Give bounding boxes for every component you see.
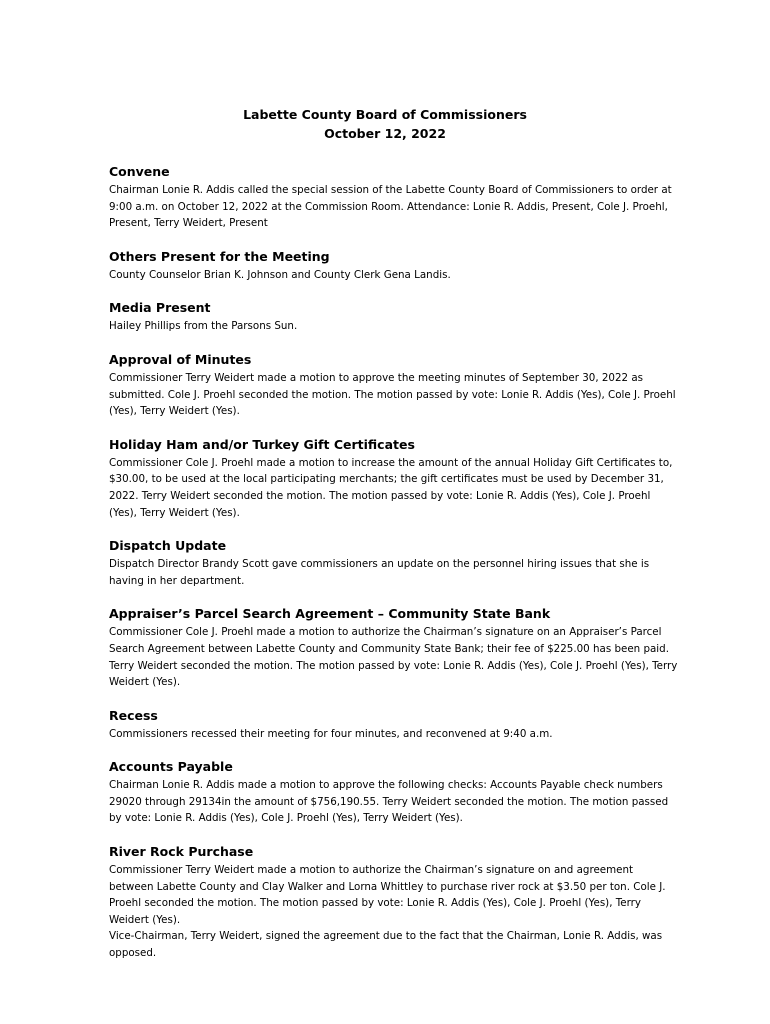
section-paragraph: Chairman Lonie R. Addis made a motion to approve the following checks: Accounts Payable check numbers 29020 through 29134in the amount of $756,190.55. Terry Weidert seconded the motion. The motion passed by vote: Lonie R. Addis (Yes), Cole J. Proehl (Yes), Terry Weidert (Yes). (109, 779, 669, 825)
minutes-section (109, 436, 680, 521)
minutes-section (109, 299, 680, 335)
section-body (109, 455, 680, 521)
section-paragraph: Commissioner Cole J. Proehl made a motion to authorize the Chairman’s signature on an Appraiser’s Parcel Search Agreement between Labette County and Community State Bank; their fee of $225.00 has been paid. Terry Weidert seconded the motion. The motion passed by vote: Lonie R. Addis (Yes), Cole J. Proehl (Yes), Terry Weidert (Yes). (109, 626, 678, 689)
document-date: October 12, 2022 (324, 126, 446, 141)
section-body (109, 556, 680, 589)
section-body (109, 624, 680, 690)
minutes-section (109, 605, 680, 690)
section-body (109, 370, 680, 420)
section-heading: Accounts Payable (109, 759, 233, 775)
section-body (109, 862, 680, 962)
document-title: Labette County Board of Commissioners (243, 107, 527, 122)
minutes-section (109, 758, 680, 827)
section-paragraph: Commissioner Terry Weidert made a motion to approve the meeting minutes of September 30, 2022 as submitted. Cole J. Proehl seconded the motion. The motion passed by vote: Lonie R. Addis (Yes), Cole J. Proehl (Yes), Terry Weidert (Yes). (109, 371, 676, 418)
minutes-section (109, 843, 680, 962)
section-paragraph: County Counselor Brian K. Johnson and County Clerk Gena Landis. (109, 268, 451, 281)
section-paragraph: Hailey Phillips from the Parsons Sun. (109, 320, 298, 333)
section-heading: Approval of Minutes (109, 351, 252, 367)
section-body (109, 777, 680, 827)
section-body (109, 726, 680, 743)
section-paragraph: Commissioners recessed their meeting for four minutes, and reconvened at 9:40 a.m. (109, 727, 553, 740)
minutes-section (109, 707, 680, 743)
section-body (109, 267, 680, 284)
section-paragraph: Dispatch Director Brandy Scott gave commissioners an update on the personnel hiring issues that she is having in her department. (109, 558, 650, 587)
section-heading: Others Present for the Meeting (109, 248, 330, 264)
minutes-section (109, 163, 680, 232)
document-header (90, 105, 680, 143)
section-heading: Dispatch Update (109, 538, 227, 554)
section-heading: Holiday Ham and/or Turkey Gift Certificates (109, 436, 415, 452)
minutes-sections (109, 163, 680, 962)
section-body (109, 182, 680, 232)
section-heading: Media Present (109, 300, 211, 316)
section-heading: River Rock Purchase (109, 844, 254, 860)
section-heading: Convene (109, 164, 170, 179)
section-paragraph: Chairman Lonie R. Addis called the special session of the Labette County Board of Commissioners to order at 9:00 a.m. on October 12, 2022 at the Commission Room. Attendance: Lonie R. Addis, Present, Cole J. Proehl, Present, Terry Weidert, Present (109, 184, 672, 230)
section-paragraph: Commissioner Terry Weidert made a motion to authorize the Chairman’s signature on and agreement between Labette County and Clay Walker and Lorna Whittley to purchase river rock at $3.50 per ton. Cole J. Proehl seconded the motion. The motion passed by vote: Lonie R. Addis (Yes), Cole J. Proehl (Yes), Terry Weidert (Yes). (109, 864, 666, 926)
minutes-section (109, 248, 680, 284)
minutes-section (109, 537, 680, 589)
section-heading: Recess (109, 707, 158, 723)
section-heading: Appraiser’s Parcel Search Agreement – Community State Bank (109, 606, 551, 622)
section-body (109, 318, 680, 335)
section-paragraph: Vice-Chairman, Terry Weidert, signed the agreement due to the fact that the Chairman, Lonie R. Addis, was opposed. (109, 930, 663, 960)
minutes-section (109, 351, 680, 420)
section-paragraph: Commissioner Cole J. Proehl made a motion to increase the amount of the annual Holiday Gift Certificates to, $30.00, to be used at the local participating merchants; the gift certificates must be used by December 31, 2022. Terry Weidert seconded the motion. The motion passed by vote: Lonie R. Addis (Yes), Cole J. Proehl (Yes), Terry Weidert (Yes). (109, 456, 673, 519)
